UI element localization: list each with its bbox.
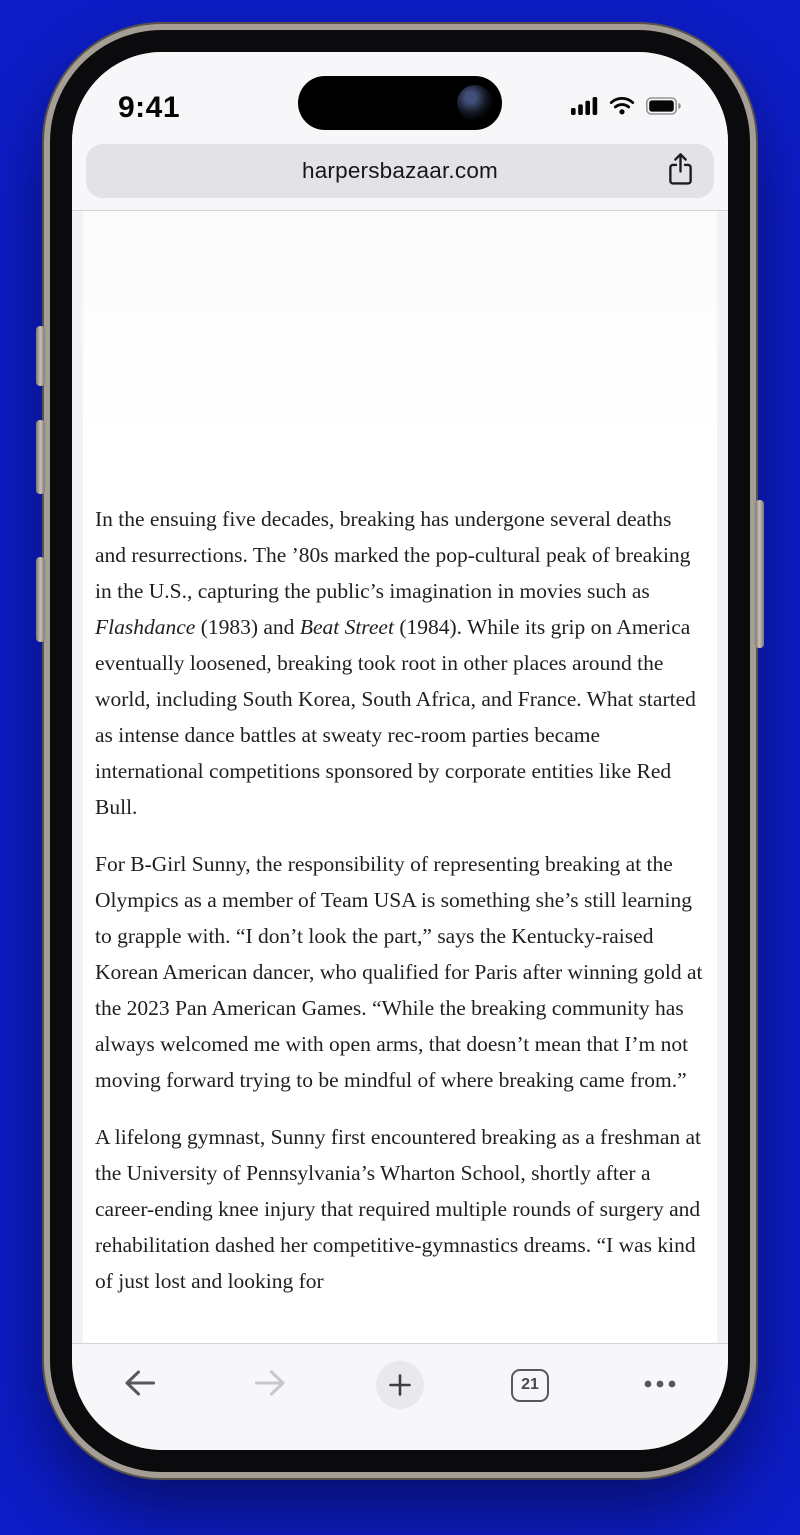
paragraph: For B-Girl Sunny, the responsibility of representing breaking at the Olympics as a member of Team USA is something she’s still learning to grapple with. “I don’t look the part,” says the Kentucky-raised Korean American dancer, who qualified for Paris after winning gold at the 2023 Pan American Games. “While the breaking community has always welcomed me with open arms, that doesn’t mean that I’m not moving forward trying to be mindful of where breaking came from.”: [95, 852, 703, 1092]
share-button[interactable]: [662, 151, 698, 191]
browser-top-chrome: [72, 52, 728, 211]
browser-toolbar: [72, 1343, 728, 1450]
plus-icon: [376, 1361, 424, 1409]
cellular-signal-icon: [571, 97, 598, 120]
more-icon: [643, 1376, 677, 1394]
front-camera: [457, 85, 493, 121]
back-icon: [123, 1368, 157, 1403]
forward-icon: [253, 1368, 287, 1403]
paragraph: In the ensuing five decades, breaking has undergone several deaths and resurrections. The ’80s marked the pop-cultural peak of breaking in the U.S., capturing the public’s imagination in movies such as Flashdance (1983) and Beat Street (1984). While its grip on America eventually loosened, breaking took root in other places around the world, including South Korea, South Africa, and France. What started as intense dance battles at sweaty rec-room parties became international competitions sponsored by corporate entities like Red Bull.: [95, 507, 696, 819]
forward-button[interactable]: [246, 1358, 294, 1412]
volume-up-button[interactable]: [36, 420, 45, 494]
tabs-button[interactable]: [506, 1358, 554, 1412]
more-button[interactable]: [636, 1358, 684, 1412]
status-time: 9:41: [118, 91, 181, 124]
share-icon: [667, 152, 694, 191]
url-row: [72, 144, 728, 210]
mute-switch[interactable]: [36, 326, 45, 386]
address-bar[interactable]: [86, 144, 714, 198]
article-card: [83, 211, 717, 1343]
battery-icon: [646, 97, 682, 120]
volume-down-button[interactable]: [36, 557, 45, 642]
back-button[interactable]: [116, 1358, 164, 1412]
phone-screen: [72, 52, 728, 1450]
paragraph: A lifelong gymnast, Sunny first encountered breaking as a freshman at the University of Pennsylvania’s Wharton School, shortly after a career-ending knee injury that required multiple rounds of surgery and rehabilitation dashed her competitive-gymnastics dreams. “I was kind of just lost and looking for: [95, 1125, 702, 1293]
article-body: [83, 501, 717, 1299]
page-content[interactable]: [72, 211, 728, 1343]
status-bar: [72, 52, 728, 144]
tabs-icon: [511, 1369, 549, 1402]
dynamic-island: [298, 76, 502, 130]
tab-count: 21: [521, 1376, 539, 1393]
address-text: harpersbazaar.com: [301, 158, 498, 183]
hero-image-placeholder: [83, 211, 717, 501]
power-button[interactable]: [755, 500, 764, 648]
status-icons: [571, 96, 682, 120]
new-tab-button[interactable]: [376, 1358, 424, 1412]
phone-frame: [50, 30, 750, 1472]
wifi-icon: [609, 96, 635, 120]
